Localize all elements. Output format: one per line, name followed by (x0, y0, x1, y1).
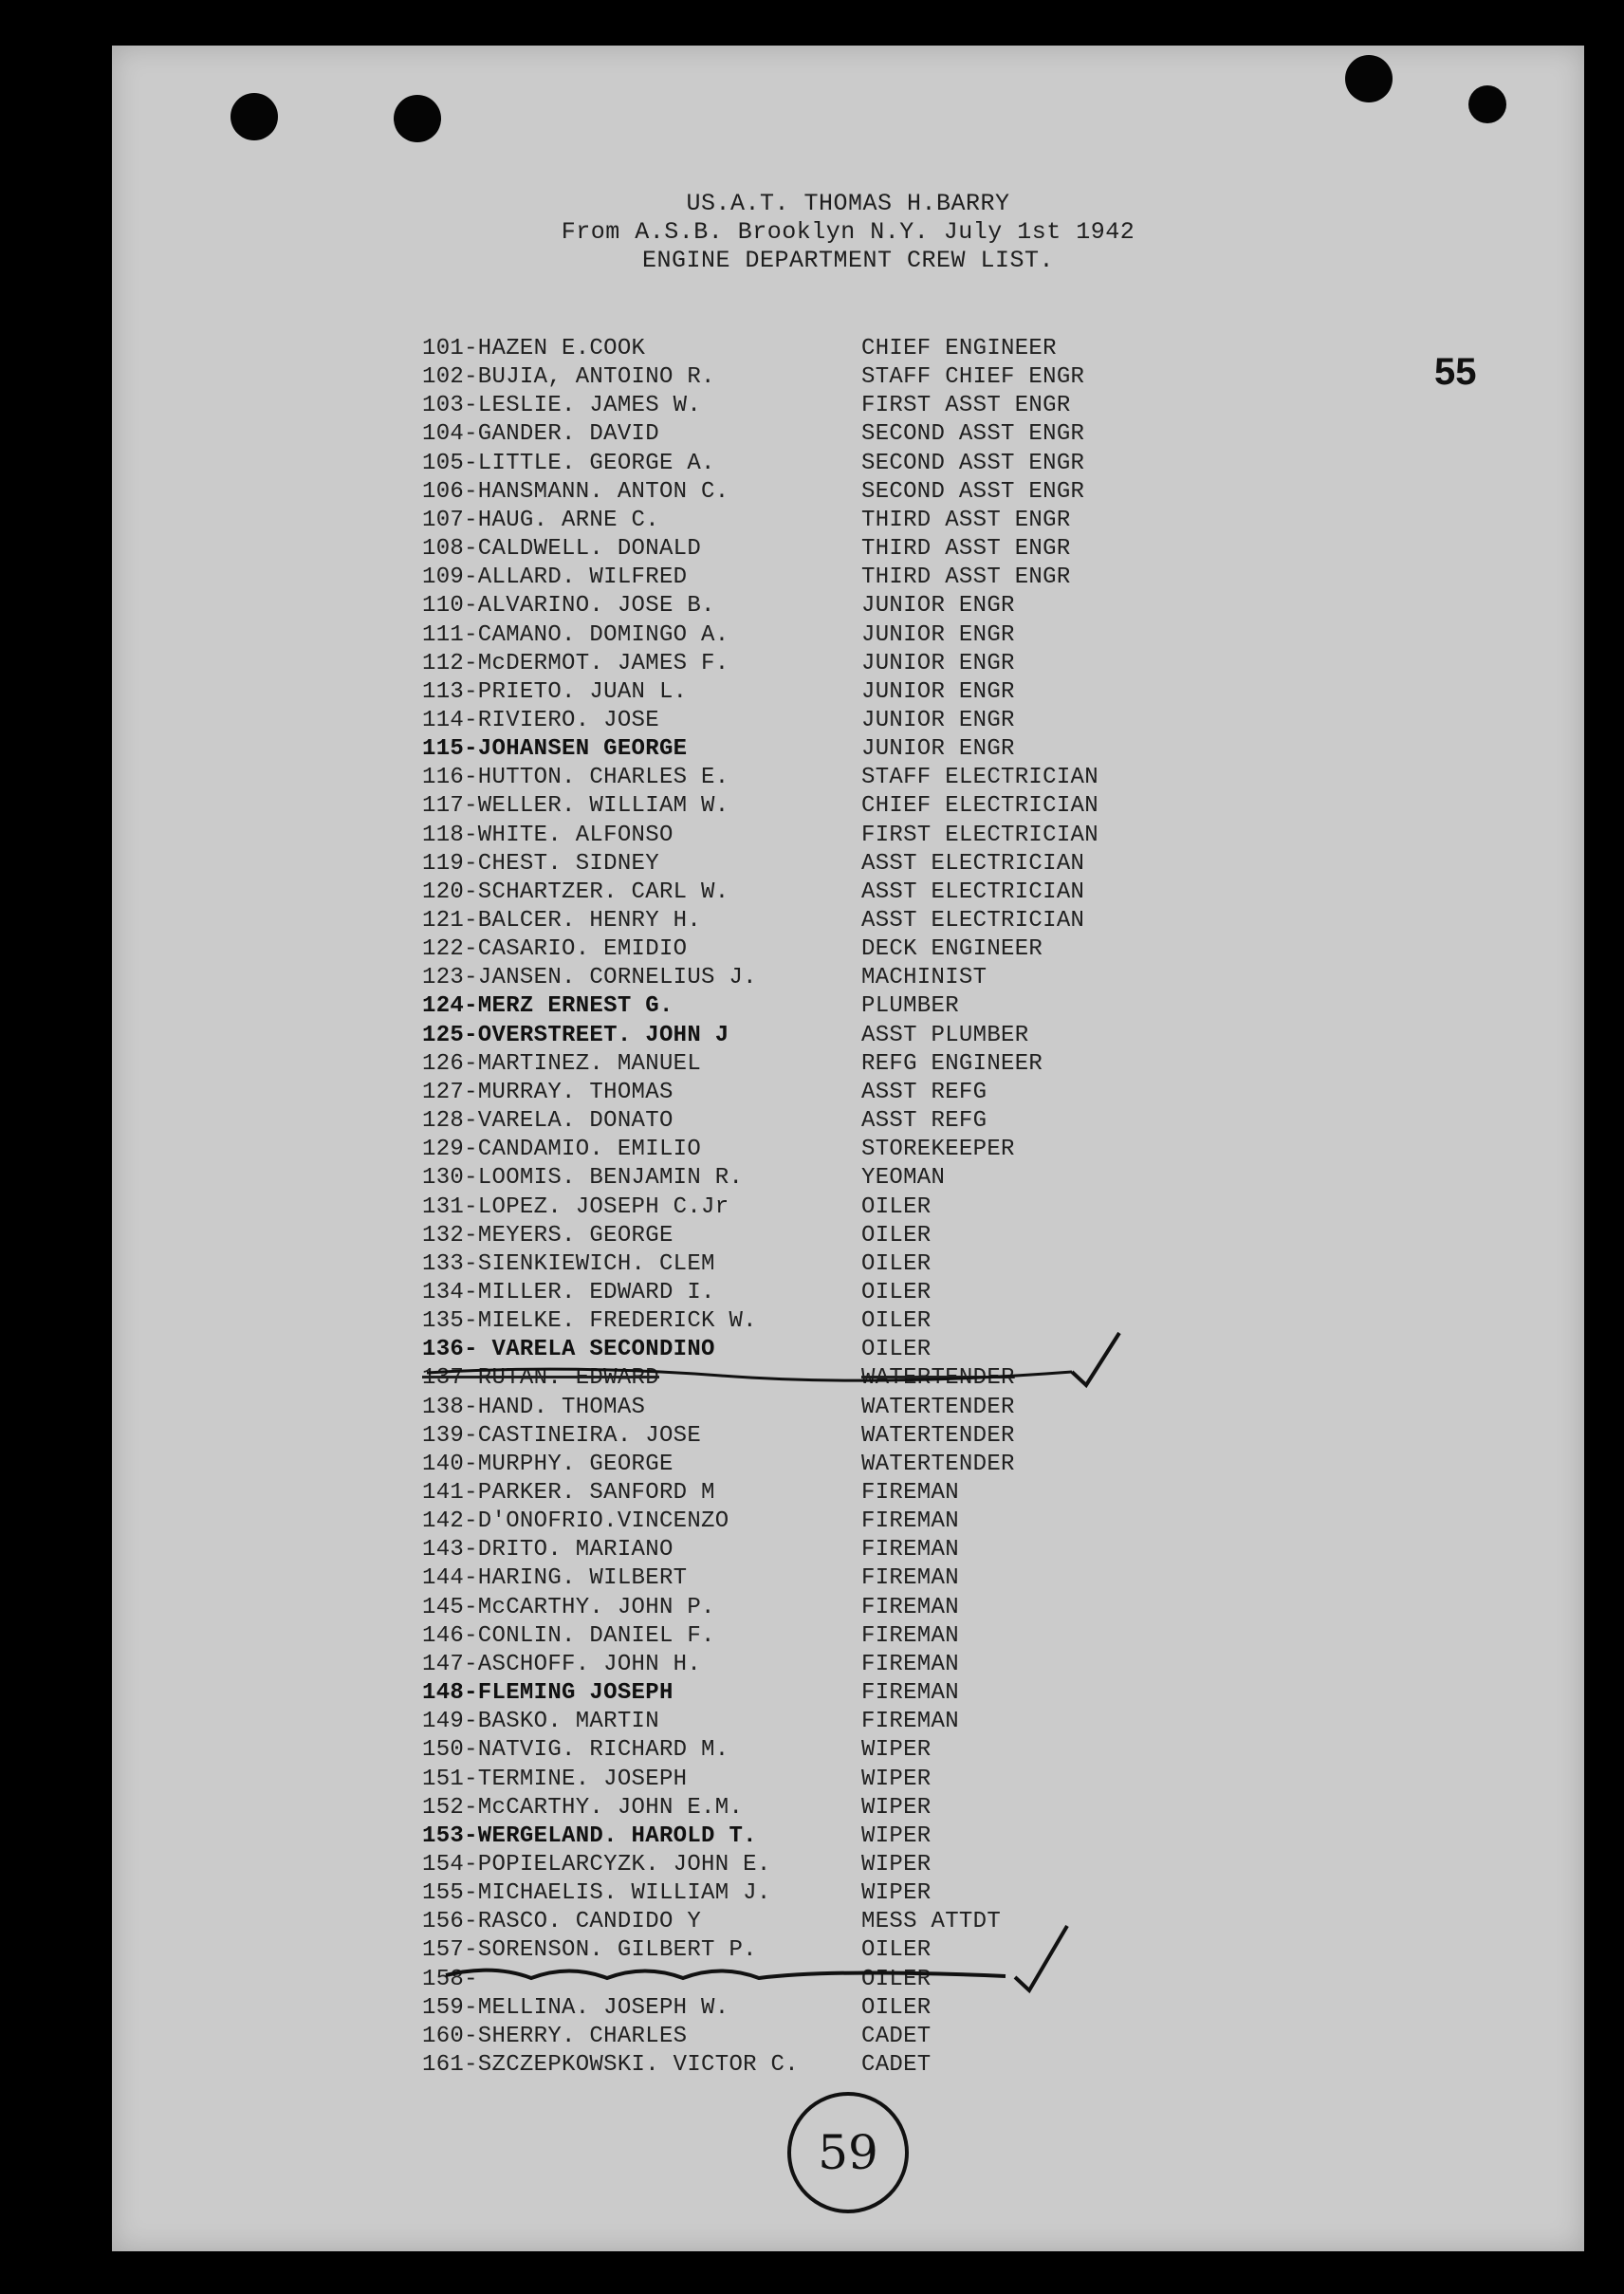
crew-member-role: FIRST ELECTRICIAN (861, 822, 1098, 848)
crew-member-name: 112-McDERMOT. JAMES F. (422, 650, 729, 676)
crew-member-name: 104-GANDER. DAVID (422, 421, 659, 448)
crew-member-role: ASST PLUMBER (861, 1022, 1029, 1048)
crew-member-role: MACHINIST (861, 965, 987, 991)
crew-member-role: CHIEF ENGINEER (861, 336, 1057, 361)
crew-member-name: 106-HANSMANN. ANTON C. (422, 478, 729, 505)
crew-member-role: OILER (861, 1937, 932, 1964)
crew-member-name: 148-FLEMING JOSEPH (422, 1680, 674, 1707)
crew-member-name: 136- VARELA SECONDINO (422, 1337, 715, 1363)
crew-member-name: 147-ASCHOFF. JOHN H. (422, 1651, 702, 1677)
crew-member-role: JUNIOR ENGR (861, 593, 1015, 620)
circled-page-number-text: 59 (818, 2125, 878, 2180)
crew-member-role: OILER (861, 1337, 932, 1363)
crew-member-role: MESS ATTDT (861, 1909, 1002, 1935)
crew-member-name: 155-MICHAELIS. WILLIAM J. (422, 1880, 771, 1907)
scribble-line-icon (427, 1369, 1072, 1380)
crew-member-role: THIRD ASST ENGR (861, 564, 1071, 591)
crew-member-role: FIREMAN (861, 1680, 959, 1707)
crew-member-name: 135-MIELKE. FREDERICK W. (422, 1308, 757, 1335)
crew-member-role: THIRD ASST ENGR (861, 507, 1071, 533)
crew-member-name: 144-HARING. WILBERT (422, 1565, 688, 1592)
crew-member-name: 111-CAMANO. DOMINGO A. (422, 621, 729, 648)
crew-member-name: 137-RUTAN. EDWARD (422, 1365, 659, 1392)
crew-member-role: PLUMBER (861, 993, 959, 1020)
crew-member-role: OILER (861, 1994, 932, 2021)
crew-member-role: JUNIOR ENGR (861, 621, 1015, 648)
crew-member-role: OILER (861, 1250, 932, 1277)
crew-member-name: 109-ALLARD. WILFRED (422, 564, 688, 591)
crew-member-name: 107-HAUG. ARNE C. (422, 507, 659, 533)
checkmark-icon (1072, 1333, 1119, 1385)
crew-member-name: 149-BASKO. MARTIN (422, 1709, 659, 1735)
crew-member-name: 116-HUTTON. CHARLES E. (422, 765, 729, 791)
crew-member-role: DECK ENGINEER (861, 936, 1043, 963)
crew-member-role: WIPER (861, 1766, 932, 1792)
crew-member-name: 139-CASTINEIRA. JOSE (422, 1422, 702, 1449)
crew-member-name: 127-MURRAY. THOMAS (422, 1079, 674, 1105)
crew-member-name: 138-HAND. THOMAS (422, 1394, 646, 1420)
crew-member-name: 114-RIVIERO. JOSE (422, 707, 659, 733)
crew-member-role: ASST REFG (861, 1079, 987, 1105)
crew-member-name: 113-PRIETO. JUAN L. (422, 678, 688, 705)
crew-member-role: OILER (861, 1308, 932, 1335)
crew-member-role: OILER (861, 1279, 932, 1305)
crew-member-role: CHIEF ELECTRICIAN (861, 793, 1098, 820)
checkmark-icon (1015, 1926, 1067, 1990)
crew-member-role: JUNIOR ENGR (861, 650, 1015, 676)
crew-member-role: FIREMAN (861, 1622, 959, 1649)
crew-member-name: 115-JOHANSEN GEORGE (422, 736, 688, 763)
crew-member-name: 151-TERMINE. JOSEPH (422, 1766, 688, 1792)
crew-member-name: 102-BUJIA, ANTOINO R. (422, 364, 715, 391)
header-ship-name: US.A.T. THOMAS H.BARRY (686, 190, 1010, 217)
crew-member-role: ASST REFG (861, 1108, 987, 1135)
crew-member-role: FIREMAN (861, 1709, 959, 1735)
crew-member-role: WATERTENDER (861, 1394, 1015, 1420)
crew-member-name: 128-VARELA. DONATO (422, 1108, 674, 1135)
crew-member-name: 117-WELLER. WILLIAM W. (422, 793, 729, 820)
crew-member-role: SECOND ASST ENGR (861, 478, 1085, 505)
crew-member-name: 110-ALVARINO. JOSE B. (422, 593, 715, 620)
crew-member-name: 140-MURPHY. GEORGE (422, 1451, 674, 1477)
crew-member-role: FIREMAN (861, 1537, 959, 1563)
crew-member-name: 131-LOPEZ. JOSEPH C.Jr (422, 1193, 729, 1220)
crew-member-name: 145-McCARTHY. JOHN P. (422, 1594, 715, 1620)
header-list-title: ENGINE DEPARTMENT CREW LIST. (641, 247, 1055, 274)
crew-member-role: STAFF CHIEF ENGR (861, 364, 1085, 391)
crew-member-name: 160-SHERRY. CHARLES (422, 2023, 688, 2049)
crew-member-role: SECOND ASST ENGR (861, 421, 1085, 448)
scribble-line-icon (446, 1970, 1006, 1978)
crew-member-name: 158- (422, 1966, 478, 1992)
crew-member-name: 142-D'ONOFRIO.VINCENZO (422, 1508, 729, 1535)
crew-member-name: 105-LITTLE. GEORGE A. (422, 450, 715, 476)
crew-member-name: 130-LOOMIS. BENJAMIN R. (422, 1165, 744, 1192)
circled-page-number (787, 2092, 909, 2213)
crew-member-role: CADET (861, 2023, 932, 2049)
crew-member-role: WIPER (861, 1880, 932, 1907)
crew-member-name: 146-CONLIN. DANIEL F. (422, 1622, 715, 1649)
crew-member-name: 159-MELLINA. JOSEPH W. (422, 1994, 729, 2021)
crew-member-name: 119-CHEST. SIDNEY (422, 850, 659, 877)
crew-member-name: 150-NATVIG. RICHARD M. (422, 1737, 729, 1764)
crew-member-name: 126-MARTINEZ. MANUEL (422, 1050, 702, 1077)
crew-member-name: 157-SORENSON. GILBERT P. (422, 1937, 757, 1964)
crew-member-role: OILER (861, 1193, 932, 1220)
crew-member-name: 124-MERZ ERNEST G. (422, 993, 674, 1020)
crew-member-role: JUNIOR ENGR (861, 678, 1015, 705)
crew-member-name: 121-BALCER. HENRY H. (422, 908, 702, 934)
crew-member-role: WIPER (861, 1794, 932, 1821)
crew-member-name: 123-JANSEN. CORNELIUS J. (422, 965, 757, 991)
crew-member-role: WIPER (861, 1737, 932, 1764)
crew-member-name: 129-CANDAMIO. EMILIO (422, 1137, 702, 1163)
crew-member-name: 156-RASCO. CANDIDO Y (422, 1909, 702, 1935)
page-number: 55 (1434, 351, 1477, 393)
crew-member-role: ASST ELECTRICIAN (861, 879, 1085, 905)
crew-member-role: FIREMAN (861, 1480, 959, 1506)
crew-member-role: FIREMAN (861, 1565, 959, 1592)
crew-member-name: 101-HAZEN E.COOK (422, 336, 646, 361)
crew-member-name: 120-SCHARTZER. CARL W. (422, 879, 729, 905)
crew-member-role: OILER (861, 1966, 932, 1992)
crew-member-role: JUNIOR ENGR (861, 736, 1015, 763)
crew-member-role: ASST ELECTRICIAN (861, 850, 1085, 877)
crew-member-name: 108-CALDWELL. DONALD (422, 536, 702, 563)
crew-member-role: SECOND ASST ENGR (861, 450, 1085, 476)
crew-member-role: YEOMAN (861, 1165, 946, 1192)
crew-member-role: THIRD ASST ENGR (861, 536, 1071, 563)
crew-member-role: WATERTENDER (861, 1365, 1015, 1392)
crew-member-role: FIRST ASST ENGR (861, 393, 1071, 419)
crew-member-name: 133-SIENKIEWICH. CLEM (422, 1250, 715, 1277)
crew-member-name: 103-LESLIE. JAMES W. (422, 393, 702, 419)
crew-member-role: WIPER (861, 1822, 932, 1849)
crew-member-role: OILER (861, 1222, 932, 1249)
crew-member-name: 161-SZCZEPKOWSKI. VICTOR C. (422, 2052, 799, 2078)
crew-member-name: 152-McCARTHY. JOHN E.M. (422, 1794, 744, 1821)
crew-member-role: WATERTENDER (861, 1451, 1015, 1477)
crew-member-name: 125-OVERSTREET. JOHN J (422, 1022, 729, 1048)
crew-member-role: REFG ENGINEER (861, 1050, 1043, 1077)
crew-member-name: 153-WERGELAND. HAROLD T. (422, 1822, 757, 1849)
crew-member-role: FIREMAN (861, 1651, 959, 1677)
crew-member-name: 141-PARKER. SANFORD M (422, 1480, 715, 1506)
crew-member-role: WATERTENDER (861, 1422, 1015, 1449)
crew-member-name: 122-CASARIO. EMIDIO (422, 936, 688, 963)
crew-member-name: 132-MEYERS. GEORGE (422, 1222, 674, 1249)
crew-member-role: STAFF ELECTRICIAN (861, 765, 1098, 791)
crew-member-role: FIREMAN (861, 1594, 959, 1620)
crew-member-role: JUNIOR ENGR (861, 707, 1015, 733)
crew-member-role: WIPER (861, 1851, 932, 1878)
crew-member-role: ASST ELECTRICIAN (861, 908, 1085, 934)
crew-member-name: 134-MILLER. EDWARD I. (422, 1279, 715, 1305)
crew-member-name: 154-POPIELARCYZK. JOHN E. (422, 1851, 771, 1878)
crew-member-role: CADET (861, 2052, 932, 2078)
header-origin-date: From A.S.B. Brooklyn N.Y. July 1st 1942 (561, 218, 1135, 246)
crew-member-name: 143-DRITO. MARIANO (422, 1537, 674, 1563)
crew-member-role: STOREKEEPER (861, 1137, 1015, 1163)
crew-member-role: FIREMAN (861, 1508, 959, 1535)
crew-member-name: 118-WHITE. ALFONSO (422, 822, 674, 848)
